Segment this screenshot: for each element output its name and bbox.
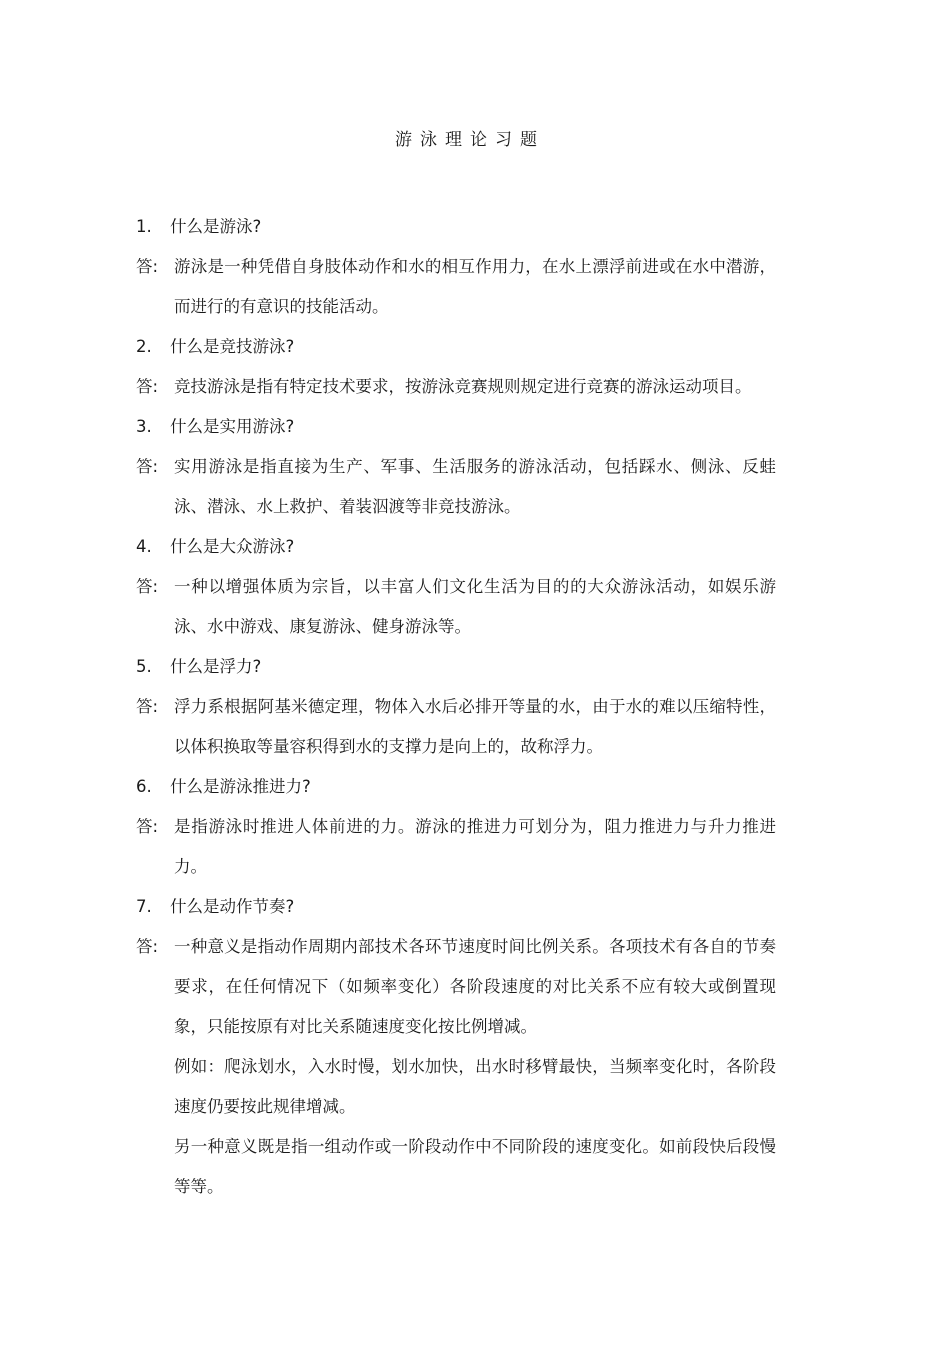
answer-body [174,367,776,407]
answer-body [174,447,776,527]
answer-paragraph: 游泳是一种凭借自身肢体动作和水的相互作用力，在水上漂浮前进或在水中潜游，而进行的有意识的技能活动。 [174,257,776,316]
answer-paragraph: 一种意义是指动作周期内部技术各环节速度时间比例关系。各项技术有各自的节奏要求，在任何情况下（如频率变化）各阶段速度的对比关系不应有较大或倒置现象，只能按原有对比关系随速度变化按比例增减。 [174,937,776,1036]
answer-paragraph: 是指游泳时推进人体前进的力。游泳的推进力可划分为，阻力推进力与升力推进力。 [174,817,776,876]
answer-label: 答: [136,817,159,836]
answer-label: 答: [136,697,159,716]
question-number: 2. [136,337,152,356]
question-5 [136,647,776,687]
answer-body [174,247,776,327]
question-1 [136,207,776,247]
answer-label: 答: [136,577,159,596]
page-title: 游泳理论习题 [395,130,545,150]
answer-paragraph: 浮力系根据阿基米德定理，物体入水后必排开等量的水，由于水的难以压缩特性，以体积换取等量容积得到水的支撑力是向上的，故称浮力。 [174,697,776,756]
answer-body [174,807,776,887]
question-number: 1. [136,217,152,236]
question-4 [136,527,776,567]
answer-example-paragraph: 例如：爬泳划水，入水时慢，划水加快，出水时移臂最快，当频率变化时，各阶段速度仍要按此规律增减。 [174,1057,776,1116]
question-number: 5. [136,657,152,676]
question-text: 什么是游泳? [170,217,262,236]
question-number: 7. [136,897,152,916]
question-text: 什么是大众游泳? [170,537,295,556]
answer-7 [136,927,776,1207]
question-text: 什么是游泳推进力? [170,777,311,796]
answer-1 [136,247,776,327]
answer-6 [136,807,776,887]
question-number: 6. [136,777,152,796]
question-6 [136,767,776,807]
answer-3 [136,447,776,527]
question-2 [136,327,776,367]
answer-body [174,927,776,1207]
answer-label: 答: [136,257,159,276]
answer-paragraph: 实用游泳是指直接为生产、军事、生活服务的游泳活动，包括踩水、侧泳、反蛙泳、潜泳、水上救护、着装泅渡等非竞技游泳。 [174,457,776,516]
answer-label: 答: [136,377,159,396]
answer-2 [136,367,776,407]
question-text: 什么是实用游泳? [170,417,295,436]
answer-label: 答: [136,937,159,956]
answer-label: 答: [136,457,159,476]
qa-list [136,207,776,1207]
answer-paragraph: 另一种意义既是指一组动作或一阶段动作中不同阶段的速度变化。如前段快后段慢等等。 [174,1137,776,1196]
answer-body [174,567,776,647]
answer-paragraph: 一种以增强体质为宗旨，以丰富人们文化生活为目的的大众游泳活动，如娱乐游泳、水中游戏、康复游泳、健身游泳等。 [174,577,776,636]
question-3 [136,407,776,447]
answer-body [174,687,776,767]
question-text: 什么是竞技游泳? [170,337,295,356]
question-7 [136,887,776,927]
question-number: 4. [136,537,152,556]
answer-4 [136,567,776,647]
answer-5 [136,687,776,767]
question-number: 3. [136,417,152,436]
question-text: 什么是动作节奏? [170,897,295,916]
question-text: 什么是浮力? [170,657,262,676]
answer-paragraph: 竞技游泳是指有特定技术要求，按游泳竞赛规则规定进行竞赛的游泳运动项目。 [174,377,752,396]
